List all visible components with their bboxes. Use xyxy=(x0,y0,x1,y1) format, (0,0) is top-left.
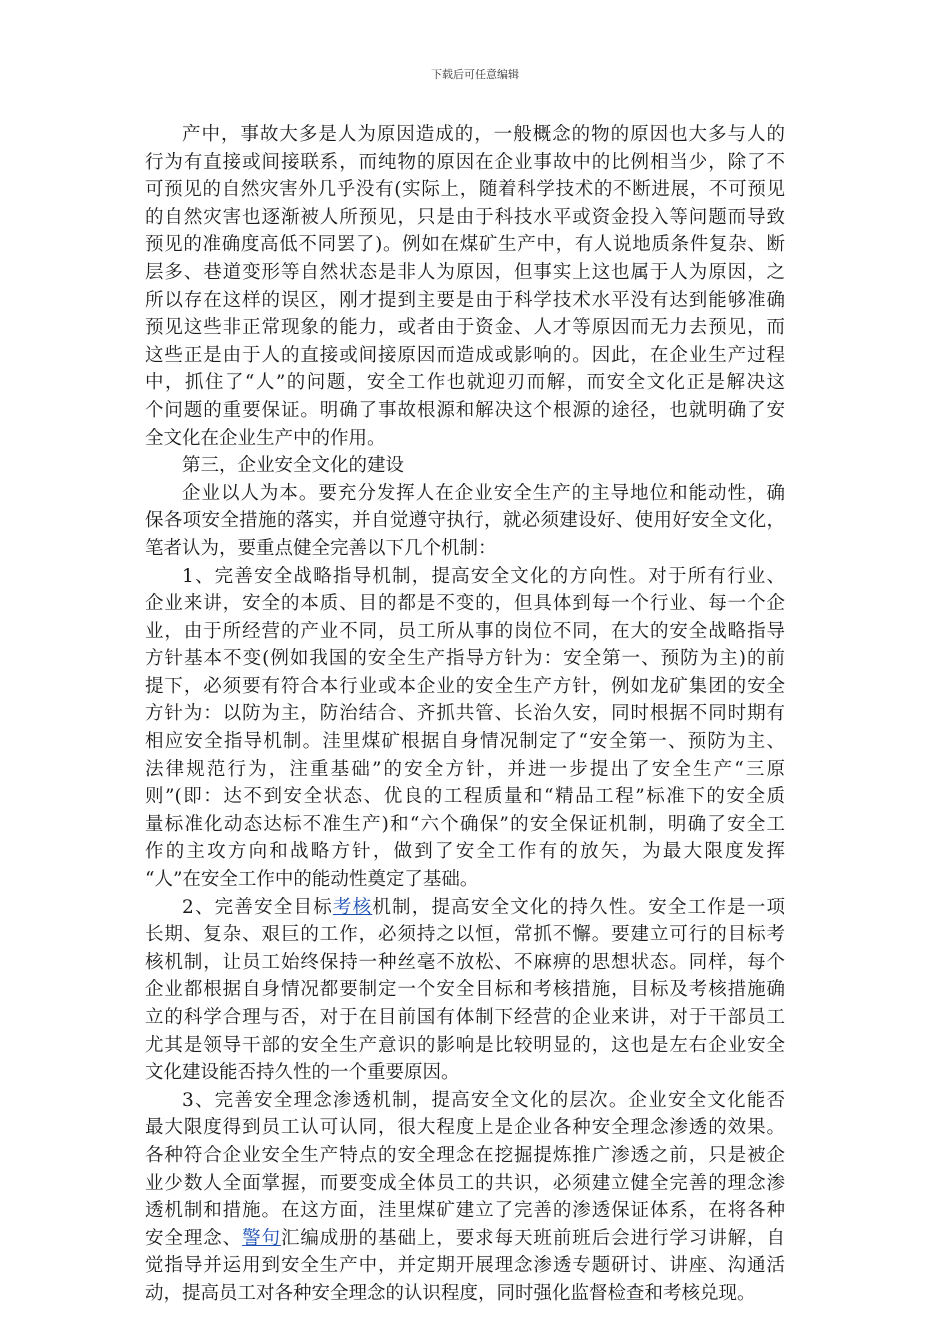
text-segment: 层多、巷道变形等自然状态是非人为原因，但事实上这也属于人为原因，之 xyxy=(145,261,785,283)
text-segment: 全文化在企业生产中的作用。 xyxy=(145,427,386,449)
text-segment: 核机制，让员工始终保持一种丝毫不放松、不麻痹的思想状态。同样，每个 xyxy=(145,951,785,973)
text-line xyxy=(145,452,785,480)
text-line xyxy=(145,645,785,673)
text-line xyxy=(145,231,785,259)
text-line xyxy=(145,811,785,839)
text-segment: 可预见的自然灾害外几乎没有(实际上，随着科学技术的不断进展，不可预见 xyxy=(145,179,785,201)
text-line xyxy=(145,921,785,949)
text-segment: 长期、复杂、艰巨的工作，必须持之以恒，常抓不懈。要建立可行的目标考 xyxy=(145,924,785,946)
text-line xyxy=(145,618,785,646)
text-segment: 笔者认为，要重点健全完善以下几个机制： xyxy=(145,537,497,559)
text-line xyxy=(145,425,785,453)
text-line xyxy=(145,866,785,894)
text-line xyxy=(145,673,785,701)
text-line xyxy=(145,838,785,866)
text-line xyxy=(145,1087,785,1115)
text-line xyxy=(145,369,785,397)
text-line xyxy=(145,1170,785,1198)
text-segment: 法律规范行为，注重基础”的安全方针，并进一步提出了安全生产“三原 xyxy=(145,758,785,780)
text-line xyxy=(145,1252,785,1280)
text-segment: 3、完善安全理念渗透机制，提高安全文化的层次。企业安全文化能否 xyxy=(182,1089,785,1111)
text-line xyxy=(145,700,785,728)
page-header: 下载后可任意编辑 xyxy=(431,68,519,81)
text-segment: 所以存在这样的误区，刚才提到主要是由于科学技术水平没有达到能够准确 xyxy=(145,289,785,311)
text-line xyxy=(145,1142,785,1170)
text-segment: 这些正是由于人的直接或间接原因而造成或影响的。因此，在企业生产过程 xyxy=(145,344,785,366)
text-segment: 企业来讲，安全的本质、目的都是不变的，但具体到每一个行业、每一个企 xyxy=(145,593,785,615)
text-segment: 最大限度得到员工认可认同，很大程度上是企业各种安全理念渗透的效果。 xyxy=(145,1117,785,1139)
text-line xyxy=(145,563,785,591)
text-line xyxy=(145,397,785,425)
text-line xyxy=(145,1004,785,1032)
text-line xyxy=(145,287,785,315)
text-line xyxy=(145,259,785,287)
text-segment: 安全理念、 xyxy=(145,1227,243,1249)
text-line xyxy=(145,976,785,1004)
text-segment: 汇编成册的基础上，要求每天班前班后会进行学习讲解，自 xyxy=(280,1227,785,1249)
text-segment: 立的科学合理与否，对于在目前国有体制下经营的企业来讲，对于干部员工 xyxy=(145,1007,785,1028)
text-line xyxy=(145,480,785,508)
text-line xyxy=(145,507,785,535)
text-line xyxy=(145,894,785,922)
text-line xyxy=(145,121,785,149)
hyperlink[interactable]: 考核 xyxy=(332,896,373,918)
text-line xyxy=(145,314,785,342)
text-line xyxy=(145,1197,785,1225)
text-segment: 文化建设能否持久性的一个重要原因。 xyxy=(145,1062,460,1084)
text-segment: 动，提高员工对各种安全理念的认识程度，同时强化监督检查和考核兑现。 xyxy=(145,1282,756,1304)
hyperlink[interactable]: 警句 xyxy=(242,1227,281,1249)
text-segment: 1、完善安全战略指导机制，提高安全文化的方向性。对于所有行业、 xyxy=(182,565,785,587)
text-segment: 个问题的重要保证。明确了事故根源和解决这个根源的途径，也就明确了安 xyxy=(145,399,785,421)
text-segment: 觉指导并运用到安全生产中，并定期开展理念渗透专题研讨、讲座、沟通活 xyxy=(145,1255,785,1277)
text-segment: 方针基本不变(例如我国的安全生产指导方针为：安全第一、预防为主)的前 xyxy=(145,648,785,670)
text-segment: 尤其是领导干部的安全生产意识的影响是比较明显的，这也是左右企业安全 xyxy=(145,1034,785,1056)
text-line xyxy=(145,1059,785,1087)
text-segment: 提下，必须要有符合本行业或本企业的安全生产方针，例如龙矿集团的安全 xyxy=(145,675,785,697)
text-segment: 产中，事故大多是人为原因造成的，一般概念的物的原因也大多与人的 xyxy=(182,124,785,145)
text-segment: 作的主攻方向和战略方针，做到了安全工作有的放矢，为最大限度发挥 xyxy=(145,841,785,863)
text-segment: 相应安全指导机制。洼里煤矿根据自身情况制定了“安全第一、预防为主、 xyxy=(145,731,785,753)
text-segment: 量标准化动态达标不准生产)和“六个确保”的安全保证机制，明确了安全工 xyxy=(145,813,785,835)
text-segment: 业，由于所经营的产业不同，员工所从事的岗位不同，在大的安全战略指导 xyxy=(145,620,785,642)
text-line xyxy=(145,1032,785,1060)
text-segment: 中，抓住了“人”的问题，安全工作也就迎刃而解，而安全文化正是解决这 xyxy=(145,372,785,394)
text-line xyxy=(145,756,785,784)
text-line xyxy=(145,728,785,756)
text-segment: 业少数人全面掌握，而要变成全体员工的共识，必须建立健全完善的理念渗 xyxy=(145,1172,785,1194)
text-segment: 各种符合企业安全生产特点的安全理念在挖掘提炼推广渗透之前，只是被企 xyxy=(145,1144,785,1166)
text-segment: 保各项安全措施的落实，并自觉遵守执行，就必须建设好、使用好安全文化， xyxy=(145,510,785,532)
text-segment: 第三，企业安全文化的建设 xyxy=(182,455,405,477)
text-line xyxy=(145,783,785,811)
text-segment: 则”(即：达不到安全状态、优良的工程质量和“精品工程”标准下的安全质 xyxy=(145,786,785,808)
text-line xyxy=(145,1225,785,1253)
text-line xyxy=(145,1114,785,1142)
text-line xyxy=(145,342,785,370)
text-segment: 行为有直接或间接联系，而纯物的原因在企业事故中的比例相当少，除了不 xyxy=(145,151,785,173)
text-line xyxy=(145,590,785,618)
text-segment: “人”在安全工作中的能动性奠定了基础。 xyxy=(145,869,479,891)
text-segment: 的自然灾害也逐渐被人所预见，只是由于科技水平或资金投入等问题而导致 xyxy=(145,206,785,228)
text-line xyxy=(145,204,785,232)
text-line xyxy=(145,149,785,177)
text-segment: 企业都根据自身情况都要制定一个安全目标和考核措施，目标及考核措施确 xyxy=(145,979,785,1001)
text-line xyxy=(145,949,785,977)
text-segment: 2、完善安全目标 xyxy=(182,896,333,918)
text-line xyxy=(145,1280,785,1308)
text-segment: 机制，提高安全文化的持久性。安全工作是一项 xyxy=(372,896,785,918)
text-segment: 预见的准确度高低不同罢了)。例如在煤矿生产中，有人说地质条件复杂、断 xyxy=(145,234,785,256)
text-segment: 透机制和措施。在这方面，洼里煤矿建立了完善的渗透保证体系，在将各种 xyxy=(145,1200,785,1222)
text-line xyxy=(145,176,785,204)
document-body xyxy=(145,121,785,1308)
text-line xyxy=(145,535,785,563)
text-segment: 企业以人为本。要充分发挥人在企业安全生产的主导地位和能动性，确 xyxy=(182,482,785,504)
text-segment: 预见这些非正常现象的能力，或者由于资金、人才等原因而无力去预见，而 xyxy=(145,317,785,339)
text-segment: 方针为：以防为主，防治结合、齐抓共管、长治久安，同时根据不同时期有 xyxy=(145,703,785,725)
